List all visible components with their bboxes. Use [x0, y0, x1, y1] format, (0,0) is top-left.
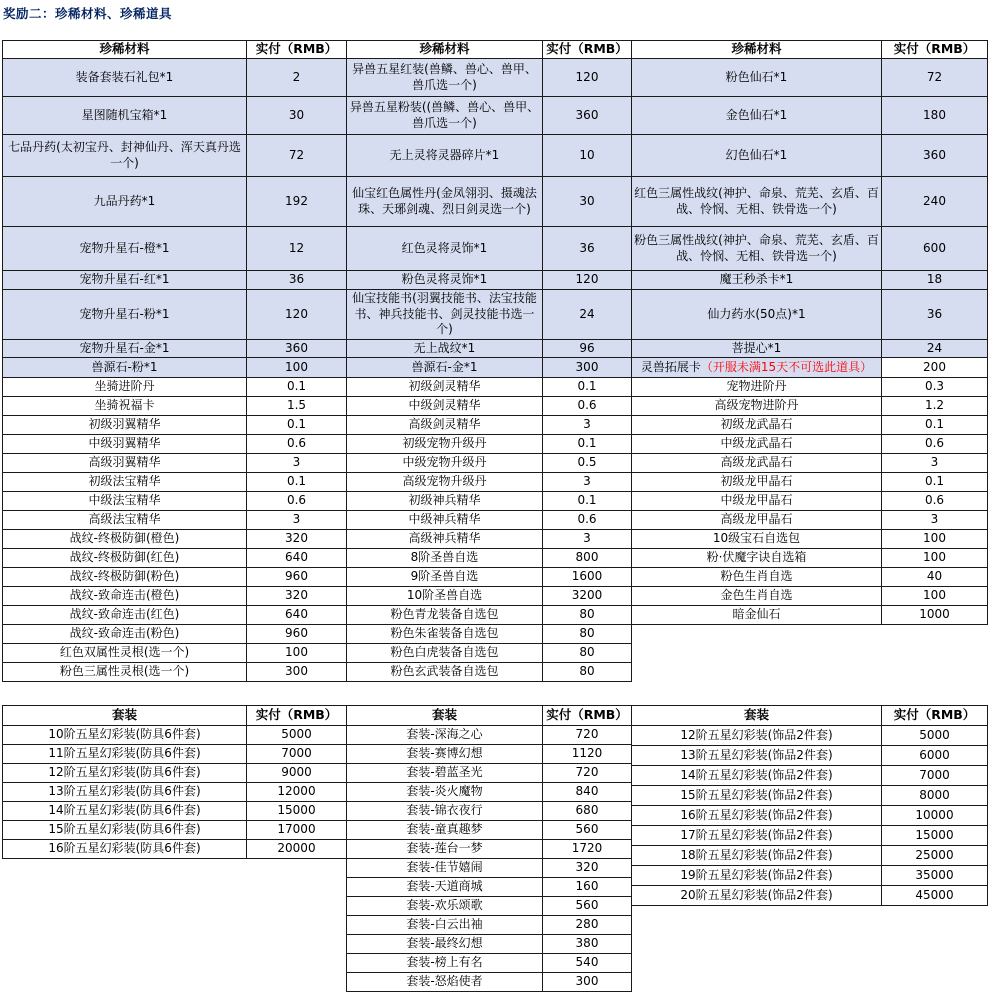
item-cell: 魔王秒杀卡*1 [632, 271, 882, 290]
item-cell: 兽源石-金*1 [347, 358, 543, 378]
item-cell: 套装-锦衣夜行 [347, 802, 543, 821]
table-row [3, 530, 988, 549]
price-cell: 100 [882, 587, 988, 606]
item-cell: 红色灵将灵饰*1 [347, 227, 543, 271]
item-cell: 幻色仙石*1 [632, 135, 882, 177]
item-cell: 暗金仙石 [632, 606, 882, 625]
table-row [3, 568, 988, 587]
item-cell: 套装-深海之心 [347, 726, 543, 745]
item-cell: 战纹-致命连击(红色) [3, 606, 247, 625]
item-cell: 8阶圣兽自选 [347, 549, 543, 568]
price-cell: 320 [247, 530, 347, 549]
column-header: 实付（RMB） [543, 706, 632, 726]
item-cell: 九品丹药*1 [3, 177, 247, 227]
price-cell: 960 [247, 568, 347, 587]
price-cell: 300 [543, 973, 632, 992]
price-cell [882, 663, 988, 682]
item-cell: 套装-白云出袖 [347, 916, 543, 935]
suits-table-armor [2, 705, 347, 859]
price-cell: 1600 [543, 568, 632, 587]
item-cell: 中级龙甲晶石 [632, 492, 882, 511]
price-cell: 3 [247, 454, 347, 473]
price-cell: 5000 [247, 726, 347, 745]
table-row [3, 227, 988, 271]
column-header: 套装 [347, 706, 543, 726]
price-cell: 0.1 [543, 435, 632, 454]
price-cell: 0.1 [247, 416, 347, 435]
price-cell: 9000 [247, 764, 347, 783]
item-cell: 9阶圣兽自选 [347, 568, 543, 587]
price-cell [882, 644, 988, 663]
item-cell: 异兽五星粉装((兽鳞、兽心、兽甲、兽爪选一个) [347, 97, 543, 135]
item-cell: 20阶五星幻彩装(饰品2件套) [632, 886, 882, 906]
price-cell: 3 [247, 511, 347, 530]
table-row [3, 625, 988, 644]
column-header: 实付（RMB） [882, 41, 988, 59]
price-cell: 640 [247, 606, 347, 625]
price-cell: 180 [882, 97, 988, 135]
item-cell: 高级法宝精华 [3, 511, 247, 530]
table-row [3, 783, 347, 802]
suits-armor-table-wrap [2, 705, 347, 859]
price-cell: 0.1 [882, 416, 988, 435]
price-cell: 360 [543, 97, 632, 135]
item-cell: 粉色三属性战纹(神护、命泉、荒芜、玄盾、百战、怜悯、无相、铁骨选一个) [632, 227, 882, 271]
price-cell: 540 [543, 954, 632, 973]
price-cell: 36 [247, 271, 347, 290]
item-cell: 中级法宝精华 [3, 492, 247, 511]
item-cell: 仙宝红色属性丹(金凤翎羽、摄魂法珠、天琊剑魂、烈日剑灵选一个) [347, 177, 543, 227]
price-cell: 24 [543, 290, 632, 340]
table-row [347, 935, 632, 954]
item-cell: 战纹-致命连击(橙色) [3, 587, 247, 606]
price-cell: 24 [882, 340, 988, 358]
price-cell: 15000 [882, 826, 988, 846]
price-cell: 1120 [543, 745, 632, 764]
suits-table-fashion [346, 705, 632, 992]
table-row [3, 271, 988, 290]
table-row [347, 764, 632, 783]
price-cell: 3 [543, 530, 632, 549]
page-title: 奖励二：珍稀材料、珍稀道具 [3, 6, 173, 21]
rare-materials-table [2, 40, 988, 682]
price-cell: 0.6 [882, 435, 988, 454]
price-cell: 0.1 [543, 492, 632, 511]
item-cell: 中级羽翼精华 [3, 435, 247, 454]
item-cell: 中级宠物升级丹 [347, 454, 543, 473]
price-cell: 960 [247, 625, 347, 644]
price-cell: 7000 [247, 745, 347, 764]
table-row [3, 454, 988, 473]
price-cell: 25000 [882, 846, 988, 866]
item-cell: 套装-欢乐颂歌 [347, 897, 543, 916]
price-cell: 300 [543, 358, 632, 378]
price-cell: 3 [882, 511, 988, 530]
price-cell: 280 [543, 916, 632, 935]
item-cell: 粉色三属性灵根(选一个) [3, 663, 247, 682]
price-cell: 30 [543, 177, 632, 227]
item-cell: 中级神兵精华 [347, 511, 543, 530]
table-row [347, 802, 632, 821]
item-cell: 套装-碧蓝圣光 [347, 764, 543, 783]
item-cell: 粉·伏魔字诀自选箱 [632, 549, 882, 568]
price-cell: 0.6 [882, 492, 988, 511]
price-cell: 3 [543, 416, 632, 435]
price-cell: 840 [543, 783, 632, 802]
price-cell: 600 [882, 227, 988, 271]
price-cell: 192 [247, 177, 347, 227]
item-cell: 坐骑祝福卡 [3, 397, 247, 416]
column-header: 实付（RMB） [543, 41, 632, 59]
price-cell: 120 [247, 290, 347, 340]
price-cell: 45000 [882, 886, 988, 906]
price-cell: 8000 [882, 786, 988, 806]
column-header: 套装 [3, 706, 247, 726]
item-cell: 兽源石-粉*1 [3, 358, 247, 378]
price-cell: 80 [543, 606, 632, 625]
item-cell: 初级法宝精华 [3, 473, 247, 492]
table-row [3, 59, 988, 97]
item-cell: 套装-榜上有名 [347, 954, 543, 973]
table-row [3, 397, 988, 416]
item-cell: 高级宠物进阶丹 [632, 397, 882, 416]
price-cell: 5000 [882, 726, 988, 746]
price-cell: 120 [543, 271, 632, 290]
price-cell: 0.3 [882, 378, 988, 397]
price-cell: 160 [543, 878, 632, 897]
table-row [3, 290, 988, 340]
table-row [3, 492, 988, 511]
item-cell: 套装-佳节嬉闹 [347, 859, 543, 878]
table-row [632, 886, 988, 906]
price-cell: 20000 [247, 840, 347, 859]
item-cell [632, 663, 882, 682]
item-cell: 14阶五星幻彩装(饰品2件套) [632, 766, 882, 786]
table-row [3, 435, 988, 454]
price-cell: 100 [247, 644, 347, 663]
item-cell: 金色生肖自选 [632, 587, 882, 606]
item-cell: 宠物升星石-红*1 [3, 271, 247, 290]
price-cell: 17000 [247, 821, 347, 840]
table-row [3, 549, 988, 568]
price-cell: 36 [882, 290, 988, 340]
item-cell: 坐骑进阶丹 [3, 378, 247, 397]
price-cell: 10000 [882, 806, 988, 826]
suits-fashion-table-wrap [346, 705, 632, 992]
table-row [347, 859, 632, 878]
item-cell: 13阶五星幻彩装(饰品2件套) [632, 746, 882, 766]
item-cell: 高级龙甲晶石 [632, 511, 882, 530]
price-cell: 640 [247, 549, 347, 568]
price-cell: 80 [543, 663, 632, 682]
price-cell: 3 [882, 454, 988, 473]
table-row [347, 840, 632, 859]
price-cell: 12 [247, 227, 347, 271]
item-cell: 套装-莲台一梦 [347, 840, 543, 859]
item-cell: 套装-赛博幻想 [347, 745, 543, 764]
price-cell: 36 [543, 227, 632, 271]
price-cell: 6000 [882, 746, 988, 766]
item-cell: 粉色玄武装备自选包 [347, 663, 543, 682]
table-row [3, 511, 988, 530]
price-cell: 1000 [882, 606, 988, 625]
price-cell: 680 [543, 802, 632, 821]
item-cell: 战纹-终极防御(粉色) [3, 568, 247, 587]
item-cell: 仙宝技能书(羽翼技能书、法宝技能书、神兵技能书、剑灵技能书选一个) [347, 290, 543, 340]
item-cell: 12阶五星幻彩装(防具6件套) [3, 764, 247, 783]
price-cell: 0.1 [543, 378, 632, 397]
table-row [632, 726, 988, 746]
price-cell: 720 [543, 764, 632, 783]
price-cell: 1.2 [882, 397, 988, 416]
column-header: 实付（RMB） [882, 706, 988, 726]
item-cell: 粉色灵将灵饰*1 [347, 271, 543, 290]
table-row [3, 358, 988, 378]
table-row [3, 821, 347, 840]
price-cell: 72 [882, 59, 988, 97]
item-cell: 宠物升星石-粉*1 [3, 290, 247, 340]
item-cell: 仙力药水(50点)*1 [632, 290, 882, 340]
item-cell: 初级龙武晶石 [632, 416, 882, 435]
price-cell: 240 [882, 177, 988, 227]
item-cell: 装备套装石礼包*1 [3, 59, 247, 97]
column-header: 珍稀材料 [347, 41, 543, 59]
item-cell: 套装-童真趣梦 [347, 821, 543, 840]
column-header: 珍稀材料 [632, 41, 882, 59]
price-cell: 1720 [543, 840, 632, 859]
price-cell: 360 [882, 135, 988, 177]
suits-accessory-table-wrap [631, 705, 988, 906]
item-cell [632, 644, 882, 663]
table-row [3, 97, 988, 135]
item-cell: 高级龙武晶石 [632, 454, 882, 473]
price-cell: 1.5 [247, 397, 347, 416]
table-row [3, 663, 988, 682]
item-cell [632, 358, 882, 378]
table-row [3, 177, 988, 227]
price-cell: 0.5 [543, 454, 632, 473]
item-cell: 宠物进阶丹 [632, 378, 882, 397]
item-cell: 粉色朱雀装备自选包 [347, 625, 543, 644]
table-row [3, 764, 347, 783]
price-cell: 0.1 [247, 473, 347, 492]
item-cell: 战纹-致命连击(粉色) [3, 625, 247, 644]
price-cell [882, 625, 988, 644]
table-row [347, 878, 632, 897]
price-cell: 96 [543, 340, 632, 358]
item-cell: 套装-最终幻想 [347, 935, 543, 954]
price-cell: 12000 [247, 783, 347, 802]
rare-materials-table-wrap [2, 40, 988, 682]
price-cell: 7000 [882, 766, 988, 786]
table-row [3, 726, 347, 745]
price-cell: 80 [543, 625, 632, 644]
price-cell: 0.6 [247, 492, 347, 511]
price-cell: 0.6 [543, 511, 632, 530]
table-row [632, 866, 988, 886]
item-cell: 15阶五星幻彩装(饰品2件套) [632, 786, 882, 806]
price-cell: 200 [882, 358, 988, 378]
item-cell [632, 625, 882, 644]
item-cell: 13阶五星幻彩装(防具6件套) [3, 783, 247, 802]
item-cell: 七品丹药(太初宝丹、封神仙丹、浑天真丹选一个) [3, 135, 247, 177]
item-cell: 异兽五星红装(兽鳞、兽心、兽甲、兽爪选一个) [347, 59, 543, 97]
table-row [3, 416, 988, 435]
table-row [347, 897, 632, 916]
price-cell: 80 [543, 644, 632, 663]
item-cell: 金色仙石*1 [632, 97, 882, 135]
table-row [3, 340, 988, 358]
table-row [3, 606, 988, 625]
price-cell: 380 [543, 935, 632, 954]
table-row [347, 783, 632, 802]
item-cell: 无上灵将灵器碎片*1 [347, 135, 543, 177]
price-cell: 800 [543, 549, 632, 568]
item-cell: 战纹-终极防御(红色) [3, 549, 247, 568]
item-cell: 中级剑灵精华 [347, 397, 543, 416]
item-cell: 初级宠物升级丹 [347, 435, 543, 454]
table-row [3, 840, 347, 859]
item-cell: 战纹-终极防御(橙色) [3, 530, 247, 549]
item-cell: 中级龙武晶石 [632, 435, 882, 454]
table-row [3, 644, 988, 663]
table-row [632, 746, 988, 766]
item-cell: 高级神兵精华 [347, 530, 543, 549]
price-cell: 30 [247, 97, 347, 135]
item-cell: 宠物升星石-金*1 [3, 340, 247, 358]
item-cell: 无上战纹*1 [347, 340, 543, 358]
item-cell: 10阶圣兽自选 [347, 587, 543, 606]
item-cell: 套装-怒焰使者 [347, 973, 543, 992]
price-cell: 3200 [543, 587, 632, 606]
price-cell: 360 [247, 340, 347, 358]
price-cell: 100 [247, 358, 347, 378]
price-cell: 2 [247, 59, 347, 97]
item-label: 灵兽拓展卡 [640, 359, 701, 374]
table-row [632, 766, 988, 786]
price-cell: 0.1 [882, 473, 988, 492]
column-header: 实付（RMB） [247, 706, 347, 726]
price-cell: 320 [247, 587, 347, 606]
price-cell: 18 [882, 271, 988, 290]
item-cell: 18阶五星幻彩装(饰品2件套) [632, 846, 882, 866]
item-cell: 14阶五星幻彩装(防具6件套) [3, 802, 247, 821]
item-cell: 初级龙甲晶石 [632, 473, 882, 492]
header-row [3, 41, 988, 59]
table-row [632, 806, 988, 826]
price-cell: 15000 [247, 802, 347, 821]
table-row [347, 821, 632, 840]
item-cell: 16阶五星幻彩装(防具6件套) [3, 840, 247, 859]
table-row [3, 378, 988, 397]
table-row [347, 745, 632, 764]
item-cell: 初级羽翼精华 [3, 416, 247, 435]
column-header: 珍稀材料 [3, 41, 247, 59]
item-cell: 高级羽翼精华 [3, 454, 247, 473]
restriction-note: （开服未满15天不可选此道具） [700, 359, 873, 374]
header-row [3, 706, 347, 726]
price-cell: 100 [882, 530, 988, 549]
table-row [3, 587, 988, 606]
item-cell: 16阶五星幻彩装(饰品2件套) [632, 806, 882, 826]
item-cell: 高级宠物升级丹 [347, 473, 543, 492]
item-cell: 红色双属性灵根(选一个) [3, 644, 247, 663]
price-cell: 300 [247, 663, 347, 682]
item-cell: 粉色白虎装备自选包 [347, 644, 543, 663]
table-row [632, 786, 988, 806]
price-cell: 3 [543, 473, 632, 492]
price-cell: 720 [543, 726, 632, 745]
table-row [347, 954, 632, 973]
item-cell: 星图随机宝箱*1 [3, 97, 247, 135]
item-cell: 粉色仙石*1 [632, 59, 882, 97]
table-row [3, 473, 988, 492]
price-cell: 0.6 [543, 397, 632, 416]
price-cell: 320 [543, 859, 632, 878]
price-cell: 560 [543, 897, 632, 916]
price-cell: 10 [543, 135, 632, 177]
item-cell: 宠物升星石-橙*1 [3, 227, 247, 271]
item-cell: 11阶五星幻彩装(防具6件套) [3, 745, 247, 764]
item-cell: 10阶五星幻彩装(防具6件套) [3, 726, 247, 745]
item-cell: 12阶五星幻彩装(饰品2件套) [632, 726, 882, 746]
item-cell: 初级剑灵精华 [347, 378, 543, 397]
price-cell: 0.1 [247, 378, 347, 397]
item-cell: 15阶五星幻彩装(防具6件套) [3, 821, 247, 840]
price-cell: 35000 [882, 866, 988, 886]
item-cell: 粉色青龙装备自选包 [347, 606, 543, 625]
item-cell: 粉色生肖自选 [632, 568, 882, 587]
table-row [3, 135, 988, 177]
header-row [347, 706, 632, 726]
column-header: 实付（RMB） [247, 41, 347, 59]
table-row [347, 916, 632, 935]
item-cell: 红色三属性战纹(神护、命泉、荒芜、玄盾、百战、怜悯、无相、铁骨选一个) [632, 177, 882, 227]
price-cell: 100 [882, 549, 988, 568]
table-row [3, 745, 347, 764]
item-cell: 17阶五星幻彩装(饰品2件套) [632, 826, 882, 846]
price-cell: 560 [543, 821, 632, 840]
price-cell: 120 [543, 59, 632, 97]
item-cell: 初级神兵精华 [347, 492, 543, 511]
price-cell: 40 [882, 568, 988, 587]
price-cell: 72 [247, 135, 347, 177]
item-cell: 套装-天道商城 [347, 878, 543, 897]
item-cell: 菩提心*1 [632, 340, 882, 358]
item-cell: 10级宝石自选包 [632, 530, 882, 549]
table-row [3, 802, 347, 821]
table-row [347, 726, 632, 745]
item-cell: 19阶五星幻彩装(饰品2件套) [632, 866, 882, 886]
table-row [632, 846, 988, 866]
column-header: 套装 [632, 706, 882, 726]
item-cell: 套装-炎火魔物 [347, 783, 543, 802]
price-cell: 0.6 [247, 435, 347, 454]
header-row [632, 706, 988, 726]
table-row [632, 826, 988, 846]
item-cell: 高级剑灵精华 [347, 416, 543, 435]
table-row [347, 973, 632, 992]
suits-table-accessory [631, 705, 988, 906]
